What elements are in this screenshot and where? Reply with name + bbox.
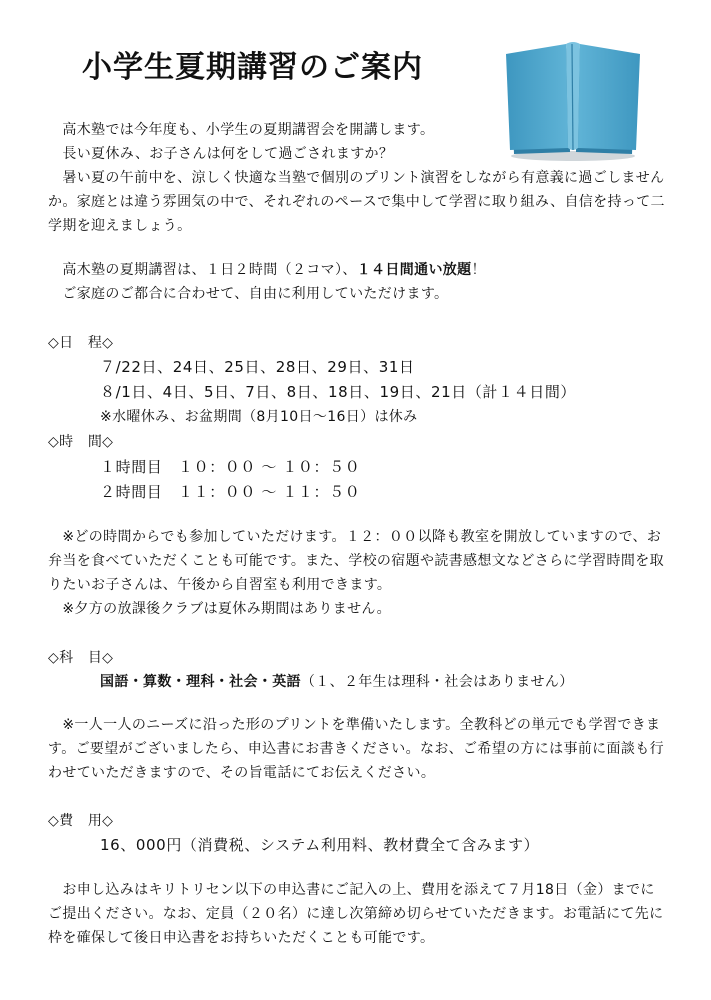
subjects-heading: ◇科 目◇ (48, 650, 114, 666)
summary-prefix: 高木塾の夏期講習は、１日２時間（２コマ）、 (48, 262, 357, 278)
time-period-1: １時間目 １０：００ 〜 １０：５０ (100, 458, 361, 476)
fee-heading: ◇費 用◇ (48, 813, 114, 829)
summary-line-2: ご家庭のご都合に合わせて、自由に利用していただけます。 (48, 286, 449, 302)
subject-notes: ※一人一人のニーズに沿った形のプリントを準備いたします。全教科どの単元でも学習できます。ご要望がございましたら、申込書にお書きください。なお、ご希望の方には事前に面談も行わせていただきますので、その旨電話にてお伝えください。 (48, 717, 664, 781)
time-notes: ※どの時間からでも参加していただけます。１２：００以降も教室を開放していますので、お弁当を食べていただくことも可能です。また、学校の宿題や読書感想文などさらに学習時間を取りたいお子さんは、午後から自習室も利用できます。 ※夕方の放課後クラブは夏休み期間はありません。 (48, 529, 664, 617)
intro-paragraph: 高木塾では今年度も、小学生の夏期講習会を開講します。 長い夏休み、お子さんは何をして過ごされますか？ 暑い夏の午前中を、涼しく快適な当塾で個別のプリント演習をしながら有意義に過ごしませんか。家庭とは違う雰囲気の中で、それぞれのペースで集中して学習に取り組み、自信を持って二学期を迎えましょう。 (48, 122, 665, 234)
closing-paragraph: お申し込みはキリトリセン以下の申込書にご記入の上、費用を添えて７月18日（金）までにご提出ください。なお、定員（２０名）に達し次第締め切らせていただきます。お電話にて先に枠を確保して後日申込書をお持ちいただくことも可能です。 (48, 882, 664, 946)
schedule-note: ※水曜休み、お盆期間（8月10日〜16日）は休み (100, 409, 418, 425)
subjects-line (100, 670, 574, 694)
schedule-dates-july: ７/22日、24日、25日、28日、29日、31日 (100, 358, 415, 376)
summary-line-1 (48, 258, 486, 282)
summary-suffix: ！ (471, 262, 486, 278)
schedule-heading: ◇日 程◇ (48, 335, 114, 351)
summary-emphasis: １４日間通い放題 (356, 262, 472, 278)
subjects-note: （１、２年生は理科・社会はありません） (300, 674, 574, 690)
page-title: 小学生夏期講習のご案内 (82, 50, 423, 85)
times-heading: ◇時 間◇ (48, 434, 114, 450)
subjects-list: 国語・算数・理科・社会・英語 (100, 674, 301, 690)
fee-amount: 16、000円（消費税、システム利用料、教材費全て含みます） (100, 836, 540, 854)
schedule-dates-august: ８/1日、4日、5日、7日、8日、18日、19日、21日（計１４日間） (100, 383, 577, 401)
time-period-2: ２時間目 １１：００ 〜 １１：５０ (100, 483, 361, 501)
